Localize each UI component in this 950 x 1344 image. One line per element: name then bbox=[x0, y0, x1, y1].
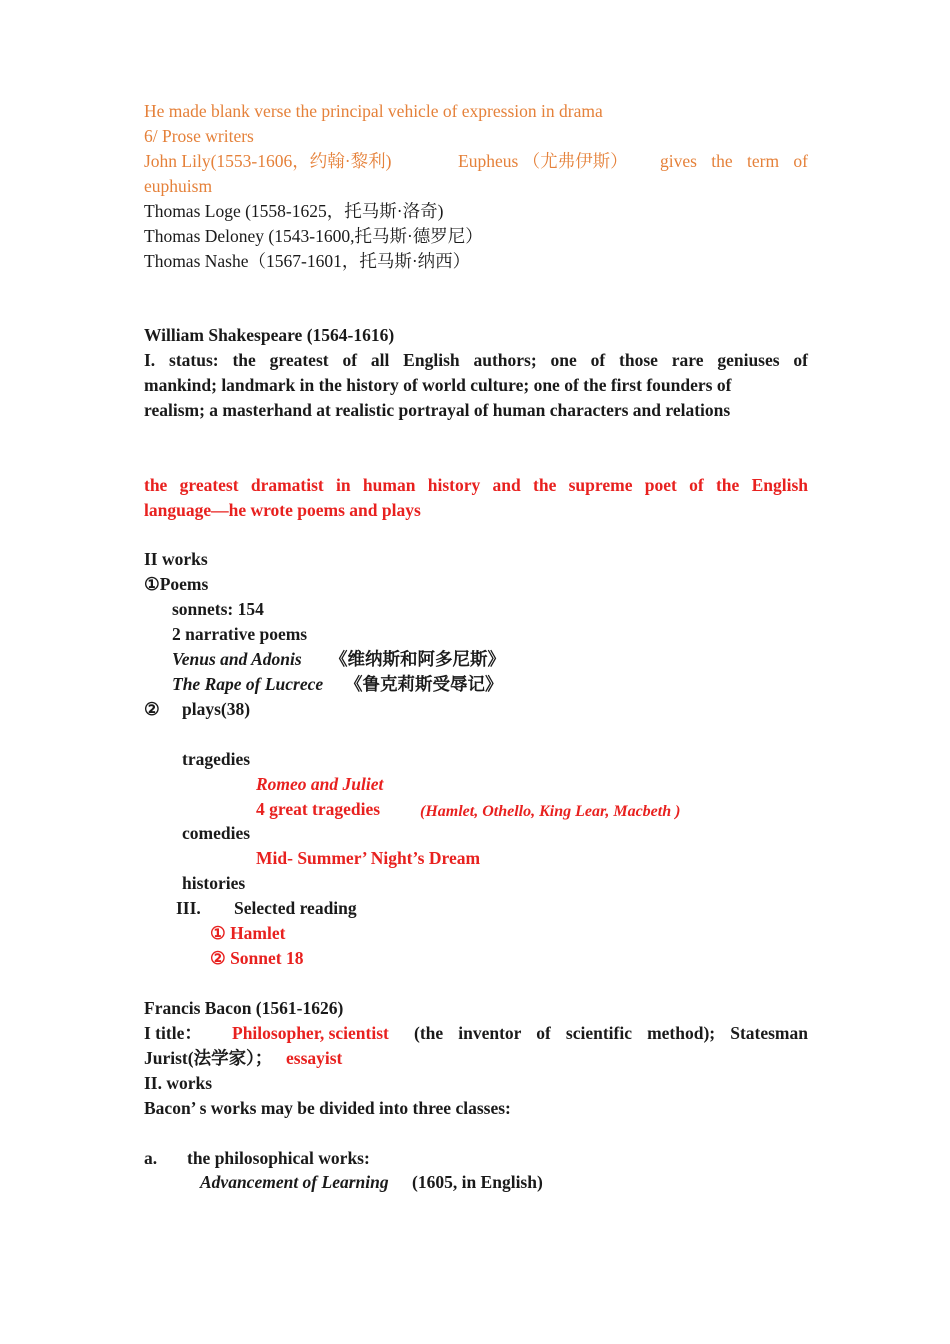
venus-chinese: 《维纳斯和阿多尼斯》 bbox=[330, 649, 505, 669]
bacon-essayist: essayist bbox=[286, 1048, 343, 1068]
narrative-poems: 2 narrative poems bbox=[172, 624, 308, 644]
selected-reading-number: III. bbox=[176, 898, 201, 918]
writer-deloney: Thomas Deloney (1543-1600,托马斯·德罗尼） bbox=[144, 226, 483, 246]
romeo-and-juliet: Romeo and Juliet bbox=[256, 774, 384, 794]
venus-title: Venus and Adonis bbox=[172, 649, 302, 669]
status-line-3: realism; a masterhand at realistic portrayal of human characters and relations bbox=[144, 400, 731, 420]
bacon-inventor: (the inventor of scientific method); Statesman bbox=[414, 1023, 808, 1043]
midsummer-title: Mid- Summer’ Night’s Dream bbox=[256, 848, 481, 868]
shakespeare-title: William Shakespeare (1564-1616) bbox=[144, 325, 395, 345]
dramatist-line-1: the greatest dramatist in human history and the supreme poet of the English bbox=[144, 475, 808, 495]
bacon-philosopher: Philosopher, scientist bbox=[232, 1023, 389, 1043]
bacon-title: Francis Bacon (1561-1626) bbox=[144, 998, 344, 1018]
status-line-2: mankind; landmark in the history of world culture; one of the first founders of bbox=[144, 375, 732, 395]
lily-work: Eupheus （尤弗伊斯） bbox=[458, 151, 628, 171]
lucrece-title: The Rape of Lucrece bbox=[172, 674, 324, 694]
writer-nashe: Thomas Nashe（1567-1601，托马斯·纳西） bbox=[144, 251, 471, 271]
reading-hamlet: ① Hamlet bbox=[210, 923, 286, 943]
sonnets-count: sonnets: 154 bbox=[172, 599, 264, 619]
lily-term: euphuism bbox=[144, 176, 213, 196]
tragedies-label: tragedies bbox=[182, 749, 251, 769]
plays-label: plays(38) bbox=[182, 699, 251, 719]
advancement-title: Advancement of Learning bbox=[200, 1172, 389, 1192]
bacon-title-prefix: I title： bbox=[144, 1023, 202, 1043]
selected-reading-label: Selected reading bbox=[234, 898, 357, 918]
comedies-label: comedies bbox=[182, 823, 251, 843]
prose-writers-heading: 6/ Prose writers bbox=[144, 126, 254, 146]
histories-label: histories bbox=[182, 873, 246, 893]
bacon-jurist: Jurist(法学家）； bbox=[144, 1048, 273, 1068]
lucrece-chinese: 《鲁克莉斯受辱记》 bbox=[345, 674, 503, 694]
dramatist-line-2: language—he wrote poems and plays bbox=[144, 500, 421, 520]
lily-gives: gives the term of bbox=[660, 151, 808, 171]
class-a-text: the philosophical works: bbox=[187, 1148, 370, 1168]
status-line-1: I. status: the greatest of all English authors; one of those rare geniuses of bbox=[144, 350, 808, 370]
bacon-works-heading: II. works bbox=[144, 1073, 213, 1093]
poems-label: ①Poems bbox=[144, 574, 209, 594]
bacon-classes-line: Bacon’ s works may be divided into three classes: bbox=[144, 1098, 511, 1118]
blank-verse-line: He made blank verse the principal vehicle of expression in drama bbox=[144, 101, 603, 121]
four-tragedies-list: (Hamlet, Othello, King Lear, Macbeth ) bbox=[420, 803, 681, 820]
advancement-note: (1605, in English) bbox=[412, 1172, 543, 1192]
lily-name: John Lily(1553-1606，约翰·黎利) bbox=[144, 151, 392, 171]
plays-number: ② bbox=[144, 699, 160, 719]
reading-sonnet-18: ② Sonnet 18 bbox=[210, 948, 304, 968]
writer-loge: Thomas Loge (1558-1625，托马斯·洛奇) bbox=[144, 201, 444, 221]
four-great-tragedies: 4 great tragedies bbox=[256, 799, 381, 819]
class-a-label: a. bbox=[144, 1148, 158, 1168]
works-heading: II works bbox=[144, 549, 208, 569]
